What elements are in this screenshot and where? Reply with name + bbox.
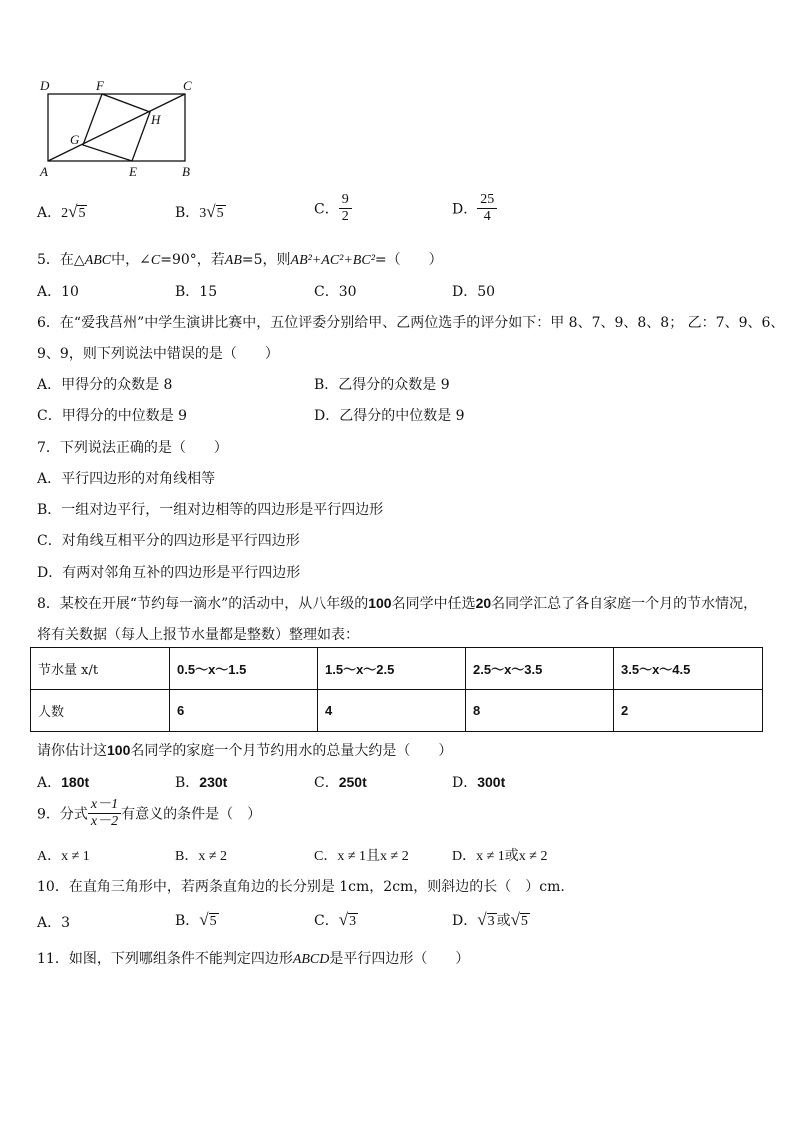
q5-option-b[interactable]: B．15: [175, 284, 218, 300]
q4-option-a[interactable]: A．2√5: [37, 202, 86, 221]
q8-question: 请你估计这100名同学的家庭一个月节约用水的总量大约是（ ）: [37, 742, 453, 759]
table-cell: 1.5～x～2.5: [318, 648, 466, 690]
geometry-figure: [30, 75, 200, 185]
label-f: F: [96, 78, 104, 93]
q9-option-d[interactable]: D．x ≠ 1或x ≠ 2: [452, 849, 548, 864]
q7-option-d[interactable]: D．有两对邻角互补的四边形是平行四边形: [37, 565, 301, 581]
q10-stem: 10．在直角三角形中，若两条直角边的长分别是 1cm，2cm，则斜边的长（ ）cm.: [37, 879, 565, 895]
table-cell: 6: [170, 690, 318, 732]
water-saving-table: [30, 647, 763, 732]
q9-option-b[interactable]: B．x ≠ 2: [175, 849, 228, 864]
q7-option-a[interactable]: A．平行四边形的对角线相等: [37, 471, 216, 487]
table-header-cell: 人数: [31, 690, 170, 732]
table-cell: 2.5～x～3.5: [466, 648, 614, 690]
label-a: A: [40, 164, 48, 179]
q8-option-c[interactable]: C．250t: [314, 774, 367, 791]
q4-option-b[interactable]: B．3√5: [175, 202, 224, 221]
q8-option-d[interactable]: D．300t: [452, 774, 506, 791]
q4-option-c[interactable]: C． $\frac{9}{2}$: [314, 192, 352, 225]
label-h: H: [151, 112, 161, 127]
q5-option-d[interactable]: D．50: [452, 284, 496, 300]
table-row: [31, 690, 763, 732]
fraction: $\frac{9}{2}$: [339, 192, 352, 225]
table-cell: 0.5～x～1.5: [170, 648, 318, 690]
fraction: $\frac{25}{4}$: [477, 192, 497, 225]
q8-stem-line1: 8．某校在开展“节约每一滴水”的活动中，从八年级的100名同学中任选20名同学汇总了各自家庭一个月的节水情况，: [37, 595, 758, 612]
label-d: D: [40, 78, 50, 93]
label-c: C: [183, 78, 192, 93]
q6-stem-line1: 6．在“爱我莒州”中学生演讲比赛中，五位评委分别给甲、乙两位选手的评分如下：甲 8、7、9、8、8； 乙：7、9、6、: [37, 315, 785, 331]
q8-option-a[interactable]: A．180t: [37, 774, 90, 791]
table-cell: 2: [614, 690, 763, 732]
label-b: B: [182, 164, 190, 179]
q9-option-a[interactable]: A．x ≠ 1: [37, 849, 90, 864]
q5-option-c[interactable]: C．30: [314, 284, 357, 300]
q5-option-a[interactable]: A．10: [37, 284, 79, 300]
q9-option-c[interactable]: C．x ≠ 1且x ≠ 2: [314, 849, 409, 864]
q9-stem: 9．分式 $\frac{x-1}{x-2}$ 有意义的条件是（ ）: [37, 797, 262, 829]
q5-stem: 5．在△ABC中，∠C=90°，若AB=5，则AB²+AC²+BC²=（ ）: [37, 252, 443, 268]
q6-option-d[interactable]: D．乙得分的中位数是 9: [314, 408, 465, 424]
q10-option-a[interactable]: A．3: [37, 915, 71, 931]
table-cell: 3.5～x～4.5: [614, 648, 763, 690]
diagonal-ac: [48, 94, 185, 161]
table-cell: 8: [466, 690, 614, 732]
q10-option-b[interactable]: B．√5: [175, 910, 217, 929]
q8-stem-line2: 将有关数据（每人上报节水量都是整数）整理如表：: [37, 627, 359, 643]
q11-stem: 11．如图，下列哪组条件不能判定四边形ABCD是平行四边形（ ）: [37, 951, 470, 967]
q4-option-d[interactable]: D． $\frac{25}{4}$: [452, 192, 497, 225]
label-e: E: [129, 164, 137, 179]
label-g: G: [70, 132, 80, 147]
table-row: [31, 648, 763, 690]
q8-option-b[interactable]: B．230t: [175, 774, 228, 791]
q6-option-a[interactable]: A．甲得分的众数是 8: [37, 377, 173, 393]
q7-option-b[interactable]: B．一组对边平行，一组对边相等的四边形是平行四边形: [37, 502, 384, 518]
q10-option-d[interactable]: D．√3 或√5: [452, 910, 528, 929]
q6-option-b[interactable]: B．乙得分的众数是 9: [314, 377, 450, 393]
table-cell: 4: [318, 690, 466, 732]
q7-stem: 7．下列说法正确的是（ ）: [37, 440, 228, 456]
q10-option-c[interactable]: C．√3: [314, 910, 357, 929]
q6-option-c[interactable]: C．甲得分的中位数是 9: [37, 408, 188, 424]
q6-stem-line2: 9、9，则下列说法中错误的是（ ）: [37, 346, 279, 362]
table-header-cell: 节水量 x/t: [31, 648, 170, 690]
fraction: $\frac{x-1}{x-2}$: [88, 797, 121, 830]
q7-option-c[interactable]: C．对角线互相平分的四边形是平行四边形: [37, 533, 300, 549]
